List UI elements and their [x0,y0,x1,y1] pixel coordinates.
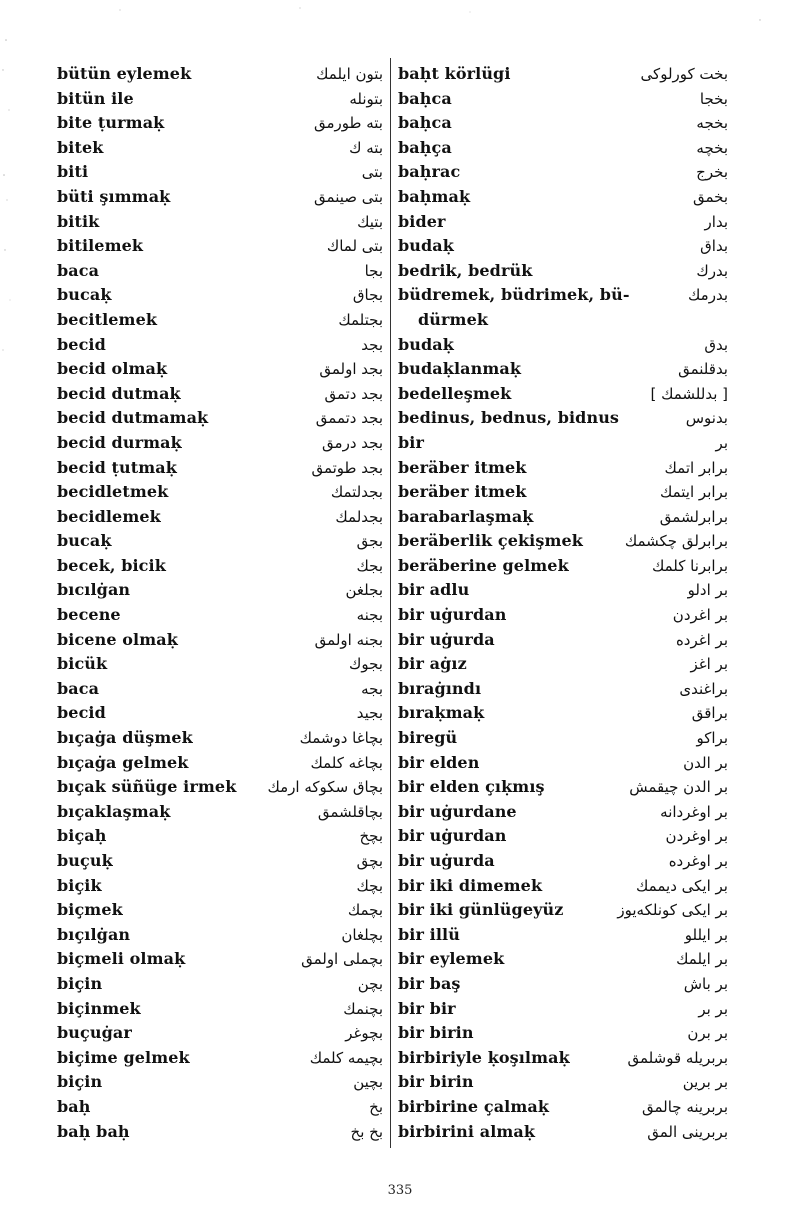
entry [398,1095,728,1120]
arabic-script: بچيمه كلمك [309,1048,383,1067]
entry [57,185,383,210]
entry [57,210,383,235]
headword: budaḳlanmaḳ [398,359,522,379]
arabic-script: بجيد [356,704,383,723]
entry [57,1046,383,1071]
arabic-script: بر [715,433,728,452]
headword: budaḳ [398,236,454,256]
entry [398,62,728,87]
headword: becid ṭutmaḳ [57,457,177,477]
arabic-script: بجاق [352,286,383,305]
entry [398,160,728,185]
arabic-script: بدنوس [685,409,728,428]
arabic-script: بر الدن [683,753,728,772]
headword: bitilemek [57,236,144,256]
entry [398,406,728,431]
entry [398,431,728,456]
headword: büdremek, büdrimek, bü- [398,285,630,305]
arabic-script: بخ [369,1097,383,1116]
headword: bite ṭurmaḳ [57,113,165,133]
arabic-script: بر بر [698,999,728,1018]
arabic-script: بجتلمك [338,310,383,329]
arabic-script: برابر ايتمك [659,483,728,502]
headword: biçmeli olmaḳ [57,949,186,969]
entry [57,111,383,136]
entry [398,1070,728,1095]
arabic-script: بر الدن چيقمش [629,778,728,797]
arabic-script: بجد دتممق [315,409,383,428]
headword: birbirine çalmaḳ [398,1096,550,1116]
headword: baḥça [398,137,452,157]
entry [398,898,728,923]
headword: birbirini almaḳ [398,1121,536,1141]
arabic-script: بجق [356,532,383,551]
headword: baḥmaḳ [398,186,471,206]
arabic-script: بر اوغردانه [660,802,728,821]
headword: becitlemek [57,309,158,329]
entry [398,136,728,161]
arabic-script: بجد دتمق [324,384,383,403]
headword: bir uġurda [398,629,495,649]
headword: bir uġurdan [398,605,507,625]
entry [398,726,728,751]
headword: bir aġız [398,654,467,674]
entry [398,259,728,284]
arabic-script: بجدلتمك [330,483,383,502]
arabic-script: بداق [700,237,728,256]
arabic-script: بجدلمك [335,507,383,526]
headword: birbiriyle ḳoşılmaḳ [398,1047,570,1067]
headword: baḥca [398,88,452,108]
headword: bütün eylemek [57,64,192,83]
arabic-script: بخجه [696,114,728,133]
entry [57,333,383,358]
arabic-script: بجك [356,556,383,575]
arabic-script: بجه [361,679,383,698]
entry [57,382,383,407]
right-column [398,62,728,1144]
headword: biçin [57,973,103,993]
entry [57,136,383,161]
headword: baḥ [57,1096,91,1116]
headword: becid [57,703,106,723]
headword: bir [398,432,424,452]
headword: buçuġar [57,1023,132,1043]
arabic-script: برابرلشمق [659,507,728,526]
entry [57,824,383,849]
entry [398,849,728,874]
headword: biçaḥ [57,826,107,846]
headword: bitün ile [57,88,134,108]
headword: baca [57,678,100,698]
entry [57,849,383,874]
arabic-script: بچاغه كلمك [310,753,383,772]
headword: beräber itmek [398,482,527,502]
entry [57,283,383,308]
entry [398,1120,728,1145]
headword: dürmek [418,309,489,329]
headword: becid olmaḳ [57,359,168,379]
arabic-script: بچين [353,1073,383,1092]
entry [57,406,383,431]
arabic-script: بجلغن [345,581,383,600]
entry [398,652,728,677]
entry [57,87,383,112]
arabic-script: بچاقلشمق [317,802,383,821]
arabic-script: بر اوغردن [665,827,728,846]
entry [398,800,728,825]
arabic-script: برابر اتمك [664,458,728,477]
headword: beräberine gelmek [398,555,569,575]
entry [398,111,728,136]
headword: becid durmaḳ [57,432,182,452]
entry [398,382,728,407]
arabic-script: بجنه اولمق [314,630,383,649]
arabic-script: بچوغر [345,1024,383,1043]
entry [57,726,383,751]
headword: bicük [57,654,108,674]
headword: bir adlu [398,580,470,600]
arabic-script: بدار [704,212,728,231]
entry [57,923,383,948]
headword: baḥca [398,113,452,133]
arabic-script: بجد [361,335,383,354]
headword: biçime gelmek [57,1047,190,1067]
arabic-script: بجد اولمق [319,360,383,379]
arabic-script: بچنمك [343,999,383,1018]
arabic-script: براكو [696,729,728,748]
entry [57,898,383,923]
headword: bıcılġan [57,580,131,600]
entry [398,874,728,899]
entry [398,234,728,259]
headword: bıraġındı [398,678,482,698]
entry [57,1095,383,1120]
headword: bitek [57,137,104,157]
headword: bir elden [398,752,480,772]
entry [57,160,383,185]
arabic-script: بخرج [696,163,728,182]
headword: budaḳ [398,334,454,354]
left-column [57,62,383,1144]
arabic-script: بخمق [692,187,728,206]
headword: büti şımmaḳ [57,186,171,206]
arabic-script: [ بدللشمك ] [650,384,728,403]
entry [57,874,383,899]
arabic-script: براغندى [679,679,728,698]
column-divider [390,58,391,1148]
entry [57,997,383,1022]
headword: biçik [57,875,102,895]
headword: bir illü [398,924,460,944]
entry [398,283,728,308]
entry [57,308,383,333]
headword: bıraḳmaḳ [398,703,485,723]
entry [398,947,728,972]
headword: bir uġurda [398,851,495,870]
headword: bıçak süñüge irmek [57,777,237,797]
entry [57,578,383,603]
arabic-script: بر اغز [690,655,728,674]
arabic-script: بدرك [696,261,728,280]
headword: bedinus, bednus, bidnus [398,408,620,428]
headword: baḥ baḥ [57,1121,130,1141]
arabic-script: بجوك [349,655,383,674]
entry [57,62,383,87]
entry [398,333,728,358]
entry-continuation [398,308,728,333]
entry [57,775,383,800]
arabic-script: بتون ايلمك [316,65,383,83]
arabic-script: بخ بخ [350,1122,383,1141]
headword: bedrik, bedrük [398,260,533,280]
entry [57,1070,383,1095]
headword: biti [57,162,89,182]
arabic-script: بر ايكى ديممك [636,876,728,895]
headword: bıçaklaşmaḳ [57,801,171,821]
entry [398,628,728,653]
headword: buçuḳ [57,851,113,870]
arabic-script: بربريله قوشلمق [627,1048,728,1067]
entry [398,997,728,1022]
headword: biçin [57,1072,103,1092]
entry [398,505,728,530]
headword: beräberlik çekişmek [398,531,583,551]
entry [57,751,383,776]
arabic-script: بر ايكى كونلكه‌يوز [617,901,728,920]
arabic-script: بچن [357,974,383,993]
headword: bir eylemek [398,949,505,969]
entry [398,701,728,726]
arabic-script: بچك [356,876,383,895]
arabic-script: بدرمك [688,286,728,305]
headword: becidlemek [57,506,161,526]
arabic-script: بربرينى المق [647,1122,728,1141]
arabic-script: براقق [691,704,728,723]
entry [57,603,383,628]
arabic-script: بته طورمق [314,114,383,133]
arabic-script: بر ادلو [687,581,728,600]
entry [398,185,728,210]
entry [57,456,383,481]
entry [57,259,383,284]
headword: bir bir [398,998,456,1018]
entry [57,701,383,726]
headword: bir birin [398,1023,474,1043]
headword: barabarlaşmaḳ [398,506,534,526]
arabic-script: بدقلنمق [678,360,728,379]
entry [57,505,383,530]
entry [57,529,383,554]
entry [398,357,728,382]
headword: beräber itmek [398,457,527,477]
entry [398,1046,728,1071]
arabic-script: بر برين [682,1073,728,1092]
arabic-script: بخجا [699,89,728,108]
entry [57,480,383,505]
arabic-script: بخت كورلوكى [640,65,728,83]
headword: becid [57,334,106,354]
headword: baḥrac [398,162,461,182]
arabic-script: بتيك [357,212,383,231]
headword: becidletmek [57,482,169,502]
arabic-script: بته ك [349,138,383,157]
entry [57,431,383,456]
arabic-script: بجا [364,261,383,280]
entry [398,87,728,112]
headword: biçinmek [57,998,141,1018]
entry [398,751,728,776]
arabic-script: بچق [356,852,383,870]
entry [398,677,728,702]
page-number: 335 [387,1183,413,1198]
headword: becek, bicik [57,555,166,575]
entry [398,554,728,579]
entry [398,1021,728,1046]
headword: bicene olmaḳ [57,629,178,649]
entry [57,628,383,653]
arabic-script: بتونله [349,89,383,108]
entry [398,923,728,948]
arabic-script: بر برن [687,1024,728,1043]
headword: biregü [398,728,458,748]
entry [398,456,728,481]
headword: bir uġurdane [398,801,517,821]
headword: baca [57,260,100,280]
headword: bir baş [398,973,461,993]
arabic-script: بر اغردن [672,606,728,625]
entry [398,824,728,849]
headword: becid dutmaḳ [57,383,181,403]
arabic-script: بتى صينمق [314,187,383,206]
headword: becid dutmamaḳ [57,408,209,428]
arabic-script: بچمك [347,901,383,920]
entry [398,603,728,628]
arabic-script: بچاق سكوكه ارمك [267,778,383,797]
arabic-script: بچملى اولمق [301,950,383,969]
entry [398,578,728,603]
headword: bir iki günlügeyüz [398,900,564,920]
arabic-script: بجد طوتمق [311,458,383,477]
headword: biçmek [57,900,123,920]
arabic-script: بر اغرده [675,630,728,649]
entry [57,1120,383,1145]
headword: bir elden çıḳmış [398,777,545,797]
arabic-script: بر باش [683,974,728,993]
entry [398,480,728,505]
arabic-script: بخچه [696,138,728,157]
entry [57,357,383,382]
arabic-script: بچخ [359,827,383,846]
headword: bir iki dimemek [398,875,543,895]
entry [57,677,383,702]
arabic-script: برابرلق چكشمك [624,532,728,551]
headword: becene [57,605,121,625]
arabic-script: بر ايلمك [676,950,728,969]
entry [57,972,383,997]
headword: bedelleşmek [398,383,512,403]
headword: bir uġurdan [398,826,507,846]
headword: baḥt körlügi [398,64,511,83]
arabic-script: بربرينه چالمق [641,1097,728,1116]
headword: bıçaġa gelmek [57,752,189,772]
entry [398,210,728,235]
headword: bıçılġan [57,924,131,944]
arabic-script: بجنه [356,606,383,625]
arabic-script: بر ايللو [684,925,728,944]
arabic-script: بدق [704,335,728,354]
arabic-script: بتى [361,163,383,182]
entry [57,554,383,579]
entry [57,800,383,825]
arabic-script: بر اوغرده [668,852,728,870]
entry [57,1021,383,1046]
arabic-script: بچاغا دوشمك [299,729,383,748]
arabic-script: برابرنا كلمك [651,556,728,575]
entry [398,775,728,800]
arabic-script: بچلغان [341,925,383,944]
entry [57,234,383,259]
entry [57,652,383,677]
entry [398,972,728,997]
headword: bider [398,211,446,231]
entry [398,529,728,554]
headword: bitik [57,211,100,231]
entry [57,947,383,972]
arabic-script: بتى لماك [326,237,383,256]
arabic-script: بجد درمق [322,433,383,452]
headword: bir birin [398,1072,474,1092]
headword: bucaḳ [57,531,112,551]
headword: bıçaġa düşmek [57,728,193,748]
headword: bucaḳ [57,285,112,305]
